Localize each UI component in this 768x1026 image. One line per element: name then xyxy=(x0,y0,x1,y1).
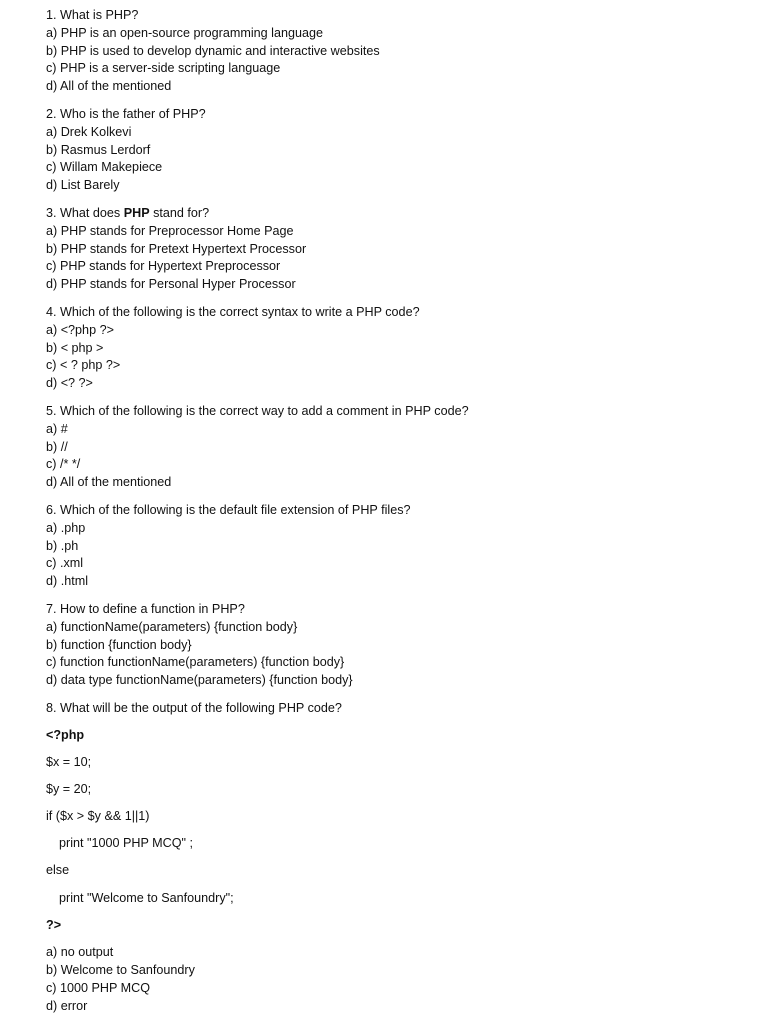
question-8 xyxy=(46,700,746,1016)
question-number: 4. xyxy=(46,304,57,319)
question-number: 3. xyxy=(46,205,57,220)
question-3-text xyxy=(46,205,746,223)
question-number: 2. xyxy=(46,106,57,121)
question-7 xyxy=(46,601,746,690)
question-8-text xyxy=(46,700,746,718)
question-4-text xyxy=(46,304,746,322)
option-d: d) All of the mentioned xyxy=(46,475,172,490)
question-2-text xyxy=(46,106,746,124)
question-5 xyxy=(46,403,746,492)
option-d: d) List Barely xyxy=(46,178,120,193)
question-2 xyxy=(46,106,746,195)
code-line: else xyxy=(46,863,70,878)
question-prompt-bold: PHP xyxy=(123,205,150,220)
question-6 xyxy=(46,502,746,591)
option-b: b) .ph xyxy=(46,538,79,553)
question-number: 6. xyxy=(46,502,57,517)
option-a: a) Drek Kolkevi xyxy=(46,124,132,139)
option-b: b) Rasmus Lerdorf xyxy=(46,142,151,157)
option-d: d) PHP stands for Personal Hyper Processor xyxy=(46,277,296,292)
option-a: a) PHP is an open-source programming language xyxy=(46,25,323,40)
option-d: d) <? ?> xyxy=(46,376,93,391)
code-snippet xyxy=(46,727,746,934)
code-line: if ($x > $y && 1||1) xyxy=(46,809,150,824)
question-prompt: Which of the following is the default file extension of PHP files? xyxy=(60,502,411,517)
option-c: c) PHP stands for Hypertext Preprocessor xyxy=(46,259,281,274)
question-number: 8. xyxy=(46,700,57,715)
option-b: b) function {function body} xyxy=(46,637,192,652)
question-1-text xyxy=(46,7,746,25)
question-prompt: Which of the following is the correct syntax to write a PHP code? xyxy=(60,304,420,319)
option-b: b) // xyxy=(46,439,68,454)
question-number: 5. xyxy=(46,403,57,418)
question-prompt-start: What does xyxy=(60,205,124,220)
option-b: b) PHP stands for Pretext Hypertext Processor xyxy=(46,241,307,256)
option-a: a) <?php ?> xyxy=(46,322,114,337)
option-a: a) .php xyxy=(46,520,86,535)
option-a: a) no output xyxy=(46,945,114,960)
code-line-php-close: ?> xyxy=(46,917,62,932)
question-prompt: What is PHP? xyxy=(60,8,139,22)
option-c: c) function functionName(parameters) {function body} xyxy=(46,655,345,670)
option-b: b) Welcome to Sanfoundry xyxy=(46,963,195,978)
quiz-document xyxy=(46,7,746,1026)
question-number: 7. xyxy=(46,601,57,616)
question-prompt: What will be the output of the following PHP code? xyxy=(60,700,342,715)
option-c: c) /* */ xyxy=(46,457,81,472)
option-a: a) functionName(parameters) {function body} xyxy=(46,619,298,634)
option-d: d) data type functionName(parameters) {function body} xyxy=(46,673,353,688)
code-line: print "1000 PHP MCQ" ; xyxy=(59,836,193,851)
code-line: $y = 20; xyxy=(46,782,92,797)
option-d: d) error xyxy=(46,998,88,1013)
question-5-text xyxy=(46,403,746,421)
question-6-text xyxy=(46,502,746,520)
option-a: a) PHP stands for Preprocessor Home Page xyxy=(46,223,294,238)
options-block xyxy=(46,944,746,1015)
option-c: c) Willam Makepiece xyxy=(46,160,163,175)
code-line: $x = 10; xyxy=(46,755,92,770)
option-b: b) < php > xyxy=(46,340,104,355)
question-prompt: Which of the following is the correct way to add a comment in PHP code? xyxy=(60,403,469,418)
option-b: b) PHP is used to develop dynamic and interactive websites xyxy=(46,43,380,58)
code-line: print "Welcome to Sanfoundry"; xyxy=(59,890,234,905)
option-c: c) PHP is a server-side scripting language xyxy=(46,61,281,76)
question-prompt-end: stand for? xyxy=(149,205,210,220)
question-3 xyxy=(46,205,746,294)
question-7-text xyxy=(46,601,746,619)
code-line-php-open: <?php xyxy=(46,727,85,742)
question-4 xyxy=(46,304,746,393)
option-c: c) < ? php ?> xyxy=(46,358,121,373)
option-c: c) .xml xyxy=(46,556,84,571)
question-1 xyxy=(46,7,746,96)
question-prompt: Who is the father of PHP? xyxy=(60,106,206,121)
question-prompt: How to define a function in PHP? xyxy=(60,601,245,616)
option-d: d) .html xyxy=(46,574,88,589)
option-a: a) # xyxy=(46,421,68,436)
option-d: d) All of the mentioned xyxy=(46,79,172,94)
question-number: 1. xyxy=(46,8,57,22)
option-c: c) 1000 PHP MCQ xyxy=(46,981,151,996)
